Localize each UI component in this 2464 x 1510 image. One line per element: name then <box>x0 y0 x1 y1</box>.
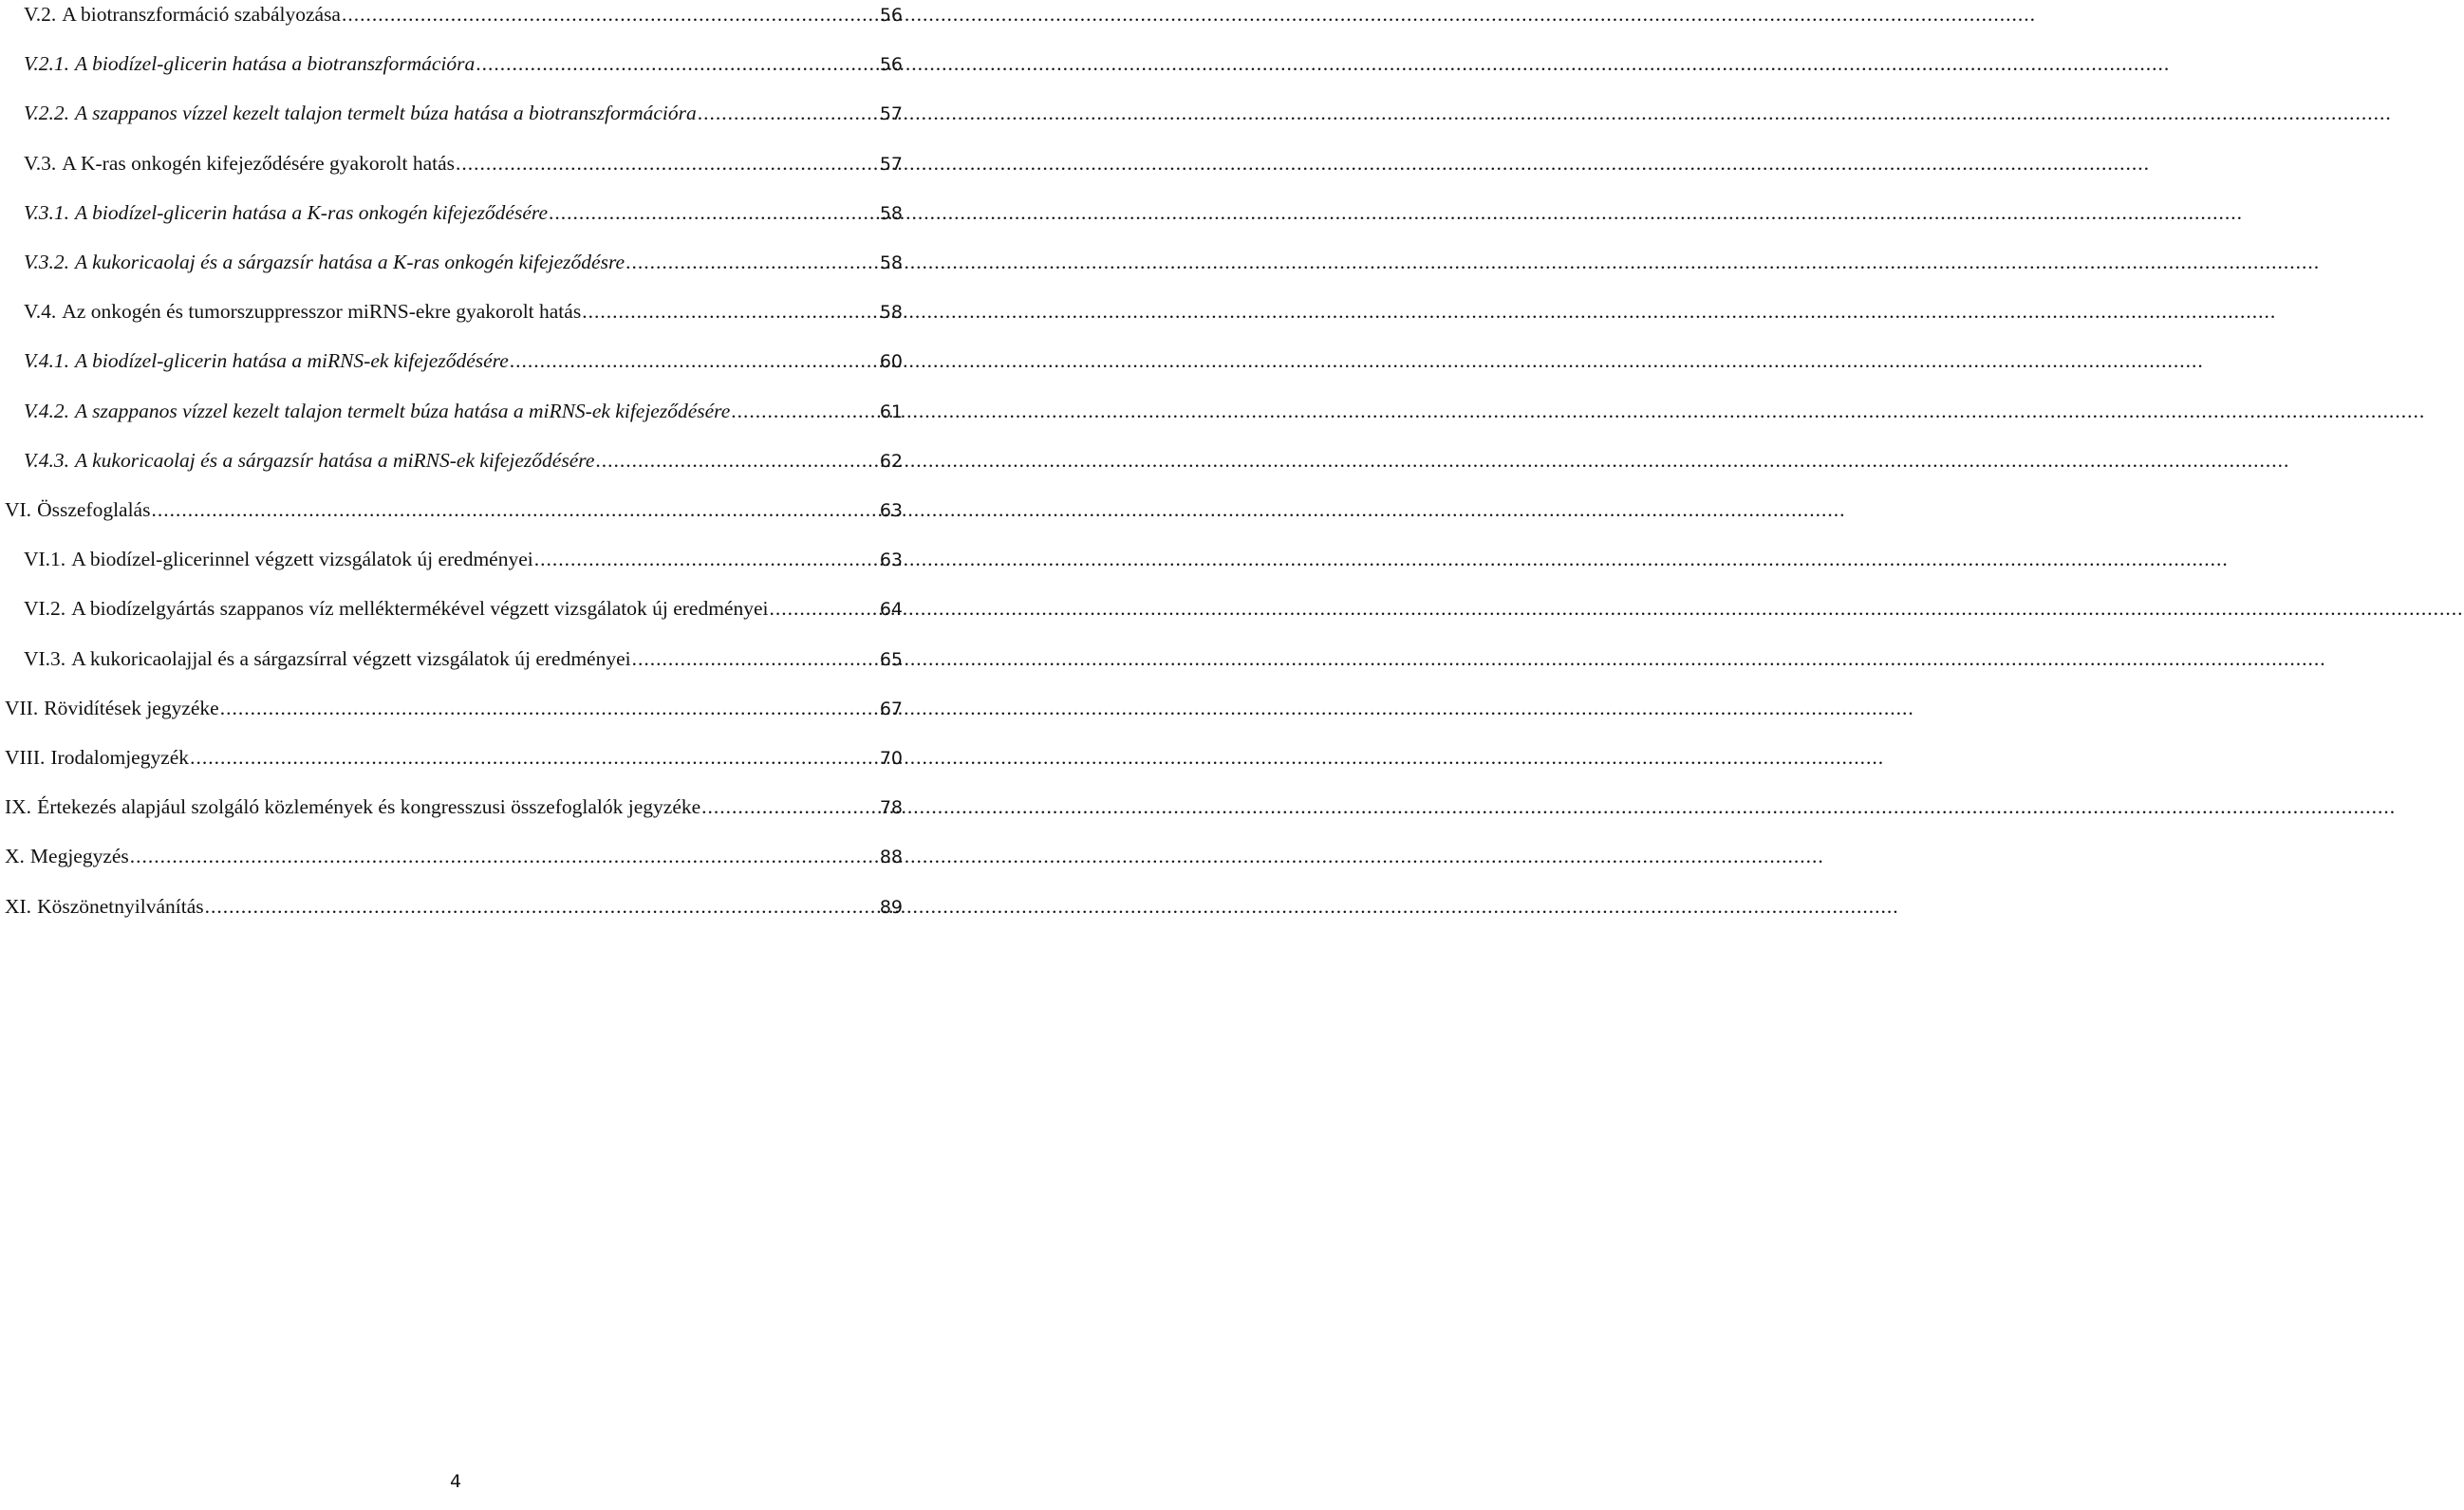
toc-dot-leader <box>697 99 876 127</box>
toc-entry-number: V.2.1. <box>24 52 69 76</box>
toc-entry-number: V.3. <box>24 151 57 175</box>
toc-entry-page: 62 <box>879 450 903 472</box>
toc-dot-leader <box>625 248 876 276</box>
toc-entry-page: 56 <box>879 54 903 76</box>
toc-entry-number: V.3.1. <box>24 200 69 224</box>
toc-entry-title: Összefoglalás <box>37 498 151 521</box>
toc-entry-page: 88 <box>879 847 903 868</box>
toc-dot-leader <box>548 198 876 227</box>
toc-entry-page: 60 <box>879 351 903 373</box>
toc-entry-page: 63 <box>879 550 903 571</box>
toc-dot-leader <box>150 495 875 524</box>
toc-entry-number: V.4.2. <box>24 399 69 422</box>
toc-entry-number: X. <box>5 845 25 868</box>
toc-dot-leader <box>475 49 876 78</box>
toc-entry-title: A biodízel-glicerinnel végzett vizsgálatok új eredményei <box>71 548 533 571</box>
toc-entry[interactable] <box>24 594 903 624</box>
toc-entry-page: 58 <box>879 252 903 273</box>
toc-entry[interactable] <box>5 842 903 871</box>
toc-dot-leader <box>341 0 876 28</box>
toc-dot-leader <box>769 594 876 623</box>
toc-dot-leader <box>631 644 876 673</box>
toc-entry[interactable] <box>24 297 903 326</box>
toc-entry[interactable] <box>5 892 903 922</box>
toc-dot-leader <box>730 397 876 425</box>
toc-entry-title: A kukoricaolaj és a sárgazsír hatása a miRNS-ek kifejeződésére <box>75 448 595 472</box>
toc-entry-title: A biotranszformáció szabályozása <box>62 3 341 26</box>
toc-entry-title: Köszönetnyilvánítás <box>37 894 204 918</box>
toc-entry-number: V.4.1. <box>24 349 69 373</box>
toc-entry-number: V.4.3. <box>24 448 69 472</box>
toc-entry-title: Megjegyzés <box>29 845 129 868</box>
toc-entry-title: A biodízel-glicerin hatása a biotranszformációra <box>75 52 476 76</box>
toc-entry-title: Az onkogén és tumorszuppresszor miRNS-ekre gyakorolt hatás <box>62 300 582 324</box>
toc-entry-title: Rövidítések jegyzéke <box>44 696 219 719</box>
toc-entry-number: V.2.2. <box>24 102 69 125</box>
toc-entry[interactable] <box>24 397 903 426</box>
toc-entry[interactable] <box>24 99 903 128</box>
toc-entry-page: 58 <box>879 302 903 324</box>
toc-entry-number: V.2. <box>24 3 57 26</box>
toc-entry-title: A biodízelgyártás szappanos víz melléktermékével végzett vizsgálatok új eredményei <box>71 597 769 621</box>
toc-entry[interactable] <box>24 346 903 376</box>
toc-entry[interactable] <box>24 644 903 674</box>
toc-entry-number: V.4. <box>24 300 57 324</box>
toc-entry[interactable] <box>5 743 903 773</box>
toc-entry[interactable] <box>24 49 903 79</box>
page-number: 4 <box>449 1471 462 1492</box>
toc-entry[interactable] <box>5 495 903 525</box>
toc-dot-leader <box>129 842 876 870</box>
toc-dot-leader <box>204 892 876 921</box>
toc-entry-page: 61 <box>879 401 903 422</box>
toc-entry-title: A szappanos vízzel kezelt talajon termelt búza hatása a biotranszformációra <box>75 102 697 125</box>
toc-entry-number: VIII. <box>5 746 46 769</box>
toc-dot-leader <box>700 792 876 821</box>
document-page <box>0 0 911 1510</box>
toc-entry-page: 64 <box>879 599 903 621</box>
toc-entry[interactable] <box>24 198 903 228</box>
toc-dot-leader <box>455 149 876 177</box>
toc-dot-leader <box>219 694 876 722</box>
toc-entry[interactable] <box>24 545 903 574</box>
toc-entry[interactable] <box>24 149 903 178</box>
toc-dot-leader <box>581 297 876 326</box>
toc-entry-number: VI.1. <box>24 548 66 571</box>
toc-entry-page: 57 <box>879 153 903 175</box>
toc-entry-page: 63 <box>879 500 903 521</box>
toc-dot-leader <box>189 743 876 772</box>
toc-dot-leader <box>594 446 875 475</box>
toc-dot-leader <box>533 545 876 573</box>
toc-entry-title: A kukoricaolaj és a sárgazsír hatása a K-ras onkogén kifejeződésre <box>75 251 625 273</box>
toc-entry-page: 70 <box>879 748 903 769</box>
toc-entry[interactable] <box>24 446 903 475</box>
toc-entry-page: 78 <box>879 797 903 819</box>
toc-entry[interactable] <box>24 0 903 29</box>
toc-entry-number: IX. <box>5 795 32 819</box>
toc-entry-title: Irodalomjegyzék <box>50 746 190 769</box>
toc-entry[interactable] <box>24 248 903 277</box>
toc-entry-title: A kukoricaolajjal és a sárgazsírral végzett vizsgálatok új eredményei <box>71 646 631 670</box>
toc-entry-number: VII. <box>5 696 39 719</box>
toc-entry-title: A biodízel-glicerin hatása a miRNS-ek kifejeződésére <box>75 349 509 373</box>
toc-dot-leader <box>509 346 876 375</box>
toc-entry[interactable] <box>5 792 903 822</box>
toc-entry-page: 89 <box>879 896 903 918</box>
toc-entry-page: 58 <box>879 202 903 224</box>
toc-entry[interactable] <box>5 694 903 723</box>
toc-entry-number: VI. <box>5 498 32 521</box>
toc-entry-page: 57 <box>879 103 903 125</box>
toc-entry-title: Értekezés alapjául szolgáló közlemények és kongresszusi összefoglalók jegyzéke <box>37 795 701 819</box>
toc-entry-title: A szappanos vízzel kezelt talajon termelt búza hatása a miRNS-ek kifejeződésére <box>75 399 731 422</box>
toc-entry-page: 56 <box>879 5 903 26</box>
toc-entry-number: V.3.2. <box>24 251 69 273</box>
toc-entry-page: 65 <box>879 648 903 670</box>
toc-entry-number: VI.2. <box>24 597 66 621</box>
toc-entry-page: 67 <box>879 698 903 719</box>
toc-entry-title: A K-ras onkogén kifejeződésére gyakorolt hatás <box>62 151 455 175</box>
toc-entry-number: XI. <box>5 894 32 918</box>
toc-entry-number: VI.3. <box>24 646 66 670</box>
toc-entry-title: A biodízel-glicerin hatása a K-ras onkogén kifejeződésére <box>75 200 548 224</box>
